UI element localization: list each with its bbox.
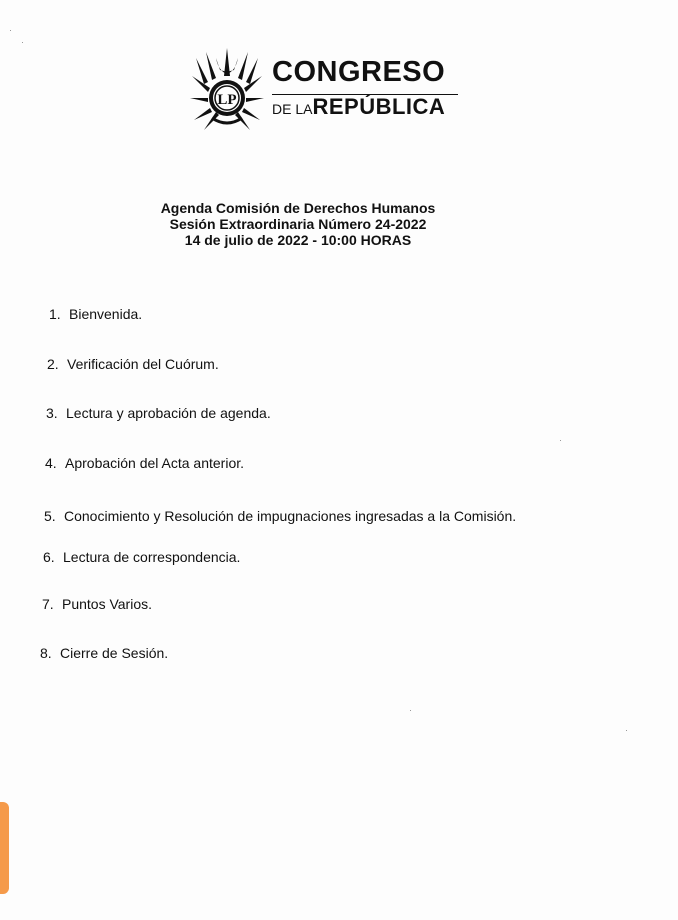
agenda-item	[49, 306, 142, 322]
agenda-item-text: Verificación del Cuórum.	[67, 356, 219, 372]
agenda-item-number: 4.	[45, 455, 57, 471]
agenda-item	[43, 549, 240, 565]
agenda-item	[46, 405, 271, 421]
agenda-item-text: Conocimiento y Resolución de impugnaciones ingresadas a la Comisión.	[64, 508, 517, 524]
emblem-monogram: LP	[217, 92, 237, 108]
agenda-item-number: 7.	[42, 596, 54, 612]
agenda-item-text: Cierre de Sesión.	[60, 645, 169, 661]
logo-line-2-big: REPÚBLICA	[312, 94, 446, 119]
agenda-item-text: Lectura y aprobación de agenda.	[66, 405, 271, 421]
heading-line-3: 14 de julio de 2022 - 10:00 HORAS	[184, 232, 412, 248]
agenda-item	[47, 356, 219, 372]
scan-speck	[626, 730, 627, 731]
agenda-item-number: 2.	[47, 356, 59, 372]
agenda-item	[40, 645, 168, 661]
scan-speck	[410, 710, 411, 711]
scan-speck	[22, 42, 23, 43]
agenda-item-number: 5.	[44, 508, 56, 524]
agenda-item-text: Aprobación del Acta anterior.	[65, 455, 245, 471]
agenda-item-text: Bienvenida.	[69, 306, 143, 322]
edge-tab	[0, 802, 9, 894]
agenda-item-number: 8.	[40, 645, 52, 661]
heading-line-2: Sesión Extraordinaria Número 24-2022	[169, 216, 427, 232]
agenda-item-number: 3.	[46, 405, 58, 421]
scan-speck	[10, 30, 11, 31]
agenda-item	[42, 596, 152, 612]
logo-line-1: CONGRESO	[272, 56, 446, 88]
logo-line-2-small: DE LA	[272, 101, 313, 117]
agenda-item	[45, 455, 244, 471]
agenda-item-number: 6.	[43, 549, 55, 565]
agenda-item-text: Puntos Varios.	[62, 596, 153, 612]
heading-line-1: Agenda Comisión de Derechos Humanos	[160, 200, 436, 216]
agenda-item-number: 1.	[49, 306, 61, 322]
agenda-item	[44, 508, 516, 524]
agenda-item-text: Lectura de correspondencia.	[63, 549, 241, 565]
scan-speck	[560, 440, 561, 441]
